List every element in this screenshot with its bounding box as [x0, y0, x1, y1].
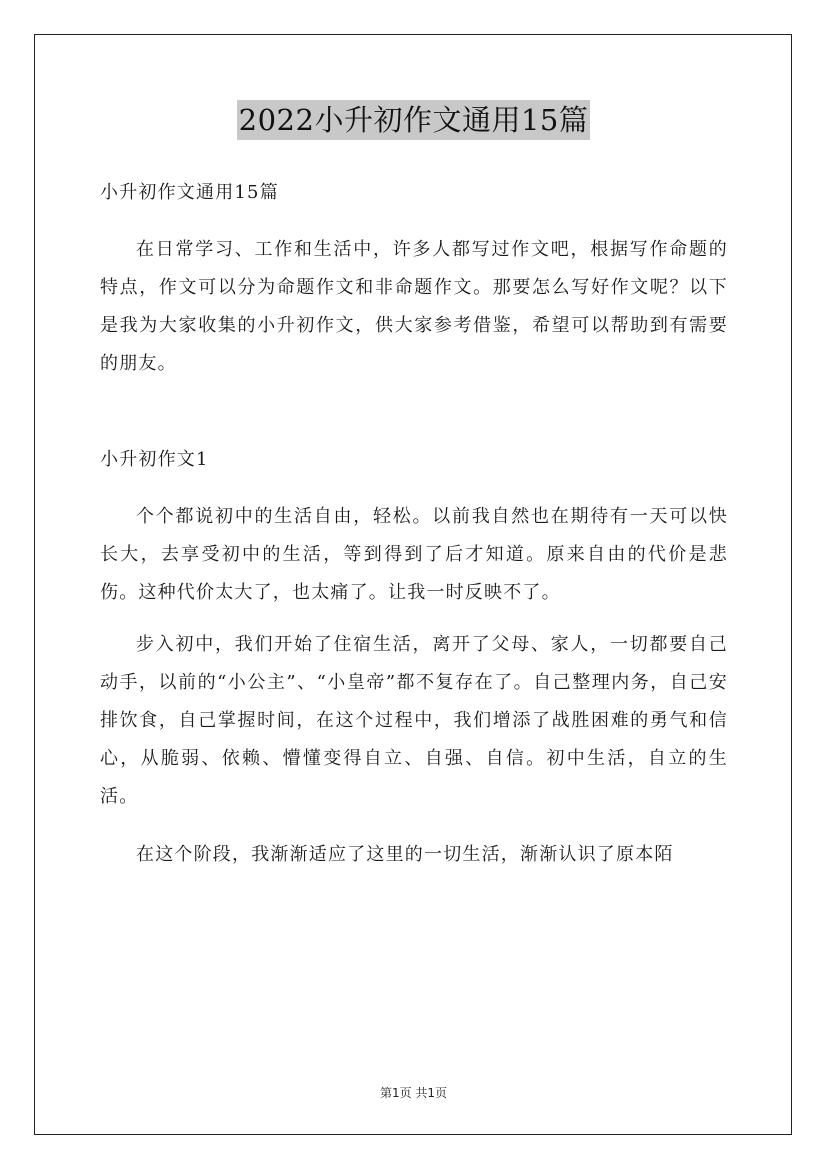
document-body — [100, 174, 728, 894]
document-title: 2022小升初作文通用15篇 — [237, 100, 591, 140]
body-paragraph: 步入初中，我们开始了住宿生活，离开了父母、家人，一切都要自己动手，以前的“小公主”、“小皇帝”都不复存在了。自己整理内务，自己安排饮食，自己掌握时间，在这个过程中，我们增添了战胜困难的勇气和信心，从脆弱、依赖、懵懂变得自立、自强、自信。初中生活，自立的生活。 — [100, 634, 728, 807]
document-subtitle: 小升初作文通用15篇 — [100, 182, 279, 203]
intro-paragraph: 在日常学习、工作和生活中，许多人都写过作文吧，根据写作命题的特点，作文可以分为命题作文和非命题作文。那要怎么写好作文呢？以下是我为大家收集的小升初作文，供大家参考借鉴，希望可以帮助到有需要的朋友。 — [100, 239, 728, 374]
title-container — [0, 100, 827, 140]
section-heading: 小升初作文1 — [100, 449, 209, 470]
page-footer: 第1页 共1页 — [379, 1086, 448, 1100]
body-paragraph: 在这个阶段，我渐渐适应了这里的一切生活，渐渐认识了原本陌 — [136, 844, 674, 865]
body-paragraph: 个个都说初中的生活自由，轻松。以前我自然也在期待有一天可以快长大，去享受初中的生活，等到得到了后才知道。原来自由的代价是悲伤。这种代价太大了，也太痛了。让我一时反映不了。 — [100, 506, 728, 603]
